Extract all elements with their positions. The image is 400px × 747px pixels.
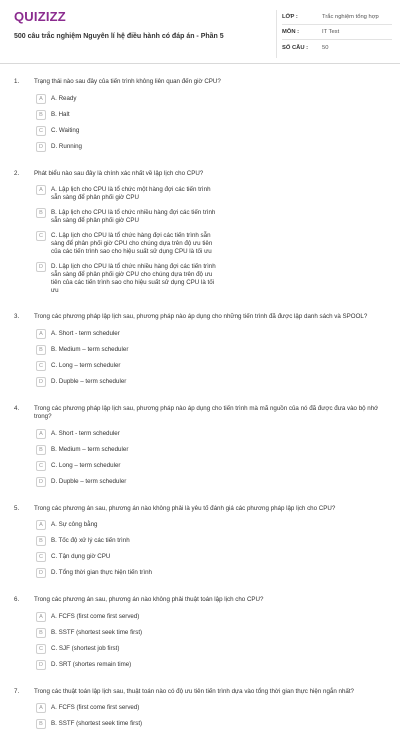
question-stem [14, 688, 386, 697]
answer-options [14, 329, 386, 393]
question-item [0, 313, 400, 393]
option-text: B. Tốc độ xử lý các tiến trình [51, 537, 130, 544]
meta-label: SỐ CÂU : [282, 44, 309, 51]
option-text: B. SSTF (shortest seek time first) [51, 720, 143, 727]
option-letter-box: C [36, 126, 46, 136]
question-item [0, 505, 400, 585]
question-number: 7. [14, 687, 20, 695]
header-divider [276, 10, 277, 58]
option-letter-box: B [36, 719, 46, 729]
option-letter-box: A [36, 612, 46, 622]
option-text: A. FCFS (first come first served) [51, 704, 140, 711]
answer-option[interactable] [36, 142, 217, 152]
option-text: A. Ready [51, 94, 77, 102]
question-number: 4. [14, 404, 20, 412]
answer-option[interactable] [36, 568, 217, 578]
option-letter-box: B [36, 345, 46, 355]
answer-option[interactable] [36, 345, 217, 355]
option-text: D. Lập lịch cho CPU là tổ chức nhiều hàng đợi các tiến trình sẵn sàng để phân phối giờ CPU cho chúng dựa trên độ ưu tiên của các tiến trình sao cho hiệu suất sử dụng CPU là tối ưu [51, 263, 216, 294]
option-text: D. Dupble – term scheduler [51, 377, 127, 385]
answer-option[interactable] [36, 552, 217, 562]
meta-value: 50 [322, 44, 329, 51]
answer-option[interactable] [36, 126, 217, 136]
option-letter-box: D [36, 142, 46, 152]
option-text: C. Lập lịch cho CPU là tổ chức hàng đợi các tiến trình sẵn sàng để phân phối giờ CPU cho chúng dựa trên độ ưu tiên của các tiến trình sao cho hiệu suất sử dụng CPU là tối ưu [51, 232, 213, 255]
meta-row-class [282, 10, 392, 25]
option-letter-box: D [36, 262, 46, 272]
answer-options [14, 429, 386, 493]
answer-option[interactable] [36, 361, 217, 371]
option-letter-box: D [36, 660, 46, 670]
option-text: C. Waiting [51, 126, 80, 134]
question-text: Trong các phương pháp lập lịch sau, phương pháp nào áp dụng cho những tiến trình đã được lập danh sách và SPOOL? [34, 313, 368, 320]
question-text: Trong các phương pháp lập lịch sau, phương pháp nào áp dụng cho tiến trình mà mã nguồn của nó đã được đưa vào bộ nhớ trong? [34, 404, 379, 420]
answer-option[interactable] [36, 185, 217, 202]
meta-row-subject [282, 25, 392, 40]
option-letter-box: A [36, 703, 46, 713]
meta-value: IT Test [322, 29, 340, 35]
answer-option[interactable] [36, 429, 217, 439]
option-letter-box: B [36, 208, 46, 218]
question-number: 2. [14, 169, 20, 177]
option-text: D. Running [51, 142, 82, 150]
question-stem [14, 405, 386, 422]
answer-options [14, 94, 386, 158]
meta-row-count [282, 40, 392, 55]
option-text: D. Dupble – term scheduler [51, 477, 127, 485]
question-number: 5. [14, 504, 20, 512]
option-letter-box: B [36, 536, 46, 546]
option-letter-box: D [36, 477, 46, 487]
question-number: 6. [14, 596, 20, 603]
option-text: B. Halt [51, 110, 70, 118]
option-letter-box: C [36, 231, 46, 241]
question-number: 1. [14, 78, 20, 85]
answer-options [14, 612, 386, 676]
question-text: Trong các thuật toán lập lịch sau, thuật toán nào có độ ưu tiên tiến trình dựa vào tổng thời gian thực hiện ngắn nhất? [34, 687, 355, 695]
question-item [0, 78, 400, 158]
question-text: Trong các phương án sau, phương án nào không phải là yêu tố đánh giá các phương pháp lập lịch cho CPU? [34, 504, 336, 512]
option-letter-box: A [36, 429, 46, 439]
answer-option[interactable] [36, 660, 217, 670]
question-stem [14, 78, 386, 87]
question-stem [14, 313, 386, 322]
answer-option[interactable] [36, 94, 217, 104]
answer-option[interactable] [36, 536, 217, 546]
answer-option[interactable] [36, 262, 217, 295]
answer-option[interactable] [36, 644, 217, 654]
option-text: B. Medium – term scheduler [51, 345, 129, 353]
worksheet-header [0, 0, 400, 64]
option-text: A. Short - term scheduler [51, 329, 120, 337]
answer-option[interactable] [36, 477, 217, 487]
option-text: A. Lập lịch cho CPU là tổ chức một hàng đợi các tiến trình sẵn sàng để phân phối giờ CPU [51, 186, 211, 201]
question-text: Phát biểu nào sau đây là chính xác nhất về lập lịch cho CPU? [34, 169, 204, 177]
question-item [0, 170, 400, 302]
answer-options [14, 185, 386, 301]
question-number: 3. [14, 313, 20, 320]
option-text: A. Sự công bằng [51, 521, 98, 528]
option-letter-box: B [36, 628, 46, 638]
question-list [0, 78, 400, 747]
answer-options [14, 520, 386, 584]
answer-option[interactable] [36, 329, 217, 339]
question-text: Trạng thái nào sau đây của tiến trình không liên quan đến giờ CPU? [34, 78, 221, 85]
answer-option[interactable] [36, 719, 217, 729]
option-text: D. SRT (shortes remain time) [51, 660, 132, 668]
answer-option[interactable] [36, 231, 217, 256]
meta-label: LỚP : [282, 14, 298, 20]
option-text: C. Long – term scheduler [51, 361, 121, 369]
option-text: D. Tổng thời gian thực hiện tiến trình [51, 569, 152, 576]
answer-options [14, 703, 386, 735]
answer-option[interactable] [36, 461, 217, 471]
question-stem [14, 170, 386, 179]
answer-option[interactable] [36, 520, 217, 530]
meta-value: Trắc nghiệm tổng hợp [322, 14, 379, 20]
meta-label: MÔN : [282, 29, 300, 35]
question-item [0, 405, 400, 493]
question-stem [14, 596, 386, 605]
question-text: Trong các phương án sau, phương án nào không phải thuật toán lập lịch cho CPU? [34, 596, 264, 603]
answer-option[interactable] [36, 612, 217, 622]
option-letter-box: C [36, 461, 46, 471]
option-text: C. Long – term scheduler [51, 461, 121, 469]
option-letter-box: C [36, 644, 46, 654]
option-letter-box: D [36, 568, 46, 578]
option-text: B. Lập lịch cho CPU là tổ chức nhiều hàng đợi các tiến trình sẵn sàng để phân phối giờ CPU [51, 209, 216, 224]
option-text: C. SJF (shortest job first) [51, 644, 120, 652]
option-letter-box: B [36, 445, 46, 455]
page-title: 500 câu trắc nghiệm Nguyên lí hệ điều hành có đáp án - Phần 5 [14, 33, 224, 40]
answer-option[interactable] [36, 445, 217, 455]
question-item [0, 596, 400, 676]
option-letter-box: A [36, 329, 46, 339]
question-stem [14, 505, 386, 514]
question-item [0, 688, 400, 736]
option-letter-box: C [36, 552, 46, 562]
worksheet-meta [282, 10, 392, 55]
option-letter-box: A [36, 185, 46, 195]
answer-option[interactable] [36, 110, 217, 120]
option-text: B. Medium – term scheduler [51, 445, 129, 453]
answer-option[interactable] [36, 628, 217, 638]
option-text: C. Tận dụng giờ CPU [51, 553, 111, 560]
option-letter-box: A [36, 520, 46, 530]
option-letter-box: B [36, 110, 46, 120]
option-letter-box: C [36, 361, 46, 371]
answer-option[interactable] [36, 703, 217, 713]
option-letter-box: D [36, 377, 46, 387]
answer-option[interactable] [36, 208, 217, 225]
quizizz-logo: QUIZIZZ [14, 9, 66, 24]
option-text: A. Short - term scheduler [51, 429, 120, 437]
answer-option[interactable] [36, 377, 217, 387]
option-letter-box: A [36, 94, 46, 104]
option-text: A. FCFS (first come first served) [51, 612, 140, 620]
option-text: B. SSTF (shortest seek time first) [51, 628, 143, 636]
